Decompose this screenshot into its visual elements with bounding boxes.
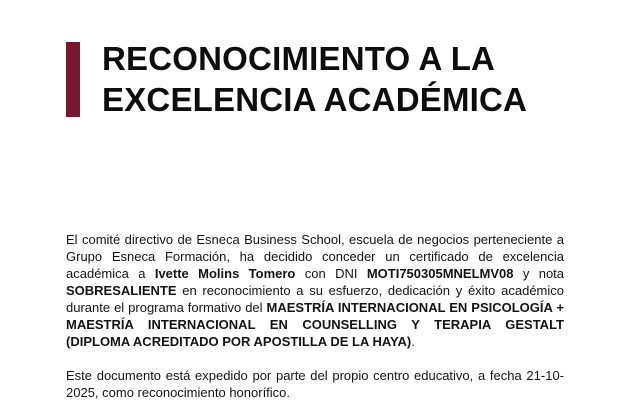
issue-date: 21-10-2025 <box>66 368 564 400</box>
paragraph-1-text-b: con DNI <box>295 266 367 281</box>
title-line-2: EXCELENCIA ACADÉMICA <box>102 81 528 118</box>
certificate-body <box>66 231 564 401</box>
paragraph-1-text-a: El comité directivo de Esneca Business School, escuela de negocios perteneciente a Grupo Esneca Formación, ha decidido conceder un certificado de excelencia académica a <box>66 232 564 281</box>
paragraph-1-text-e: . <box>411 334 415 349</box>
grade-value: SOBRESALIENTE <box>66 283 177 298</box>
page-title <box>102 38 527 120</box>
paragraph-1-text-c: y nota <box>513 266 565 281</box>
title-line-1: RECONOCIMIENTO A LA <box>102 40 496 77</box>
paragraph-1-text-d: en reconocimiento a su esfuerzo, dedicación y éxito académico durante el programa formativo del <box>66 283 564 315</box>
student-name: Ivette Molins Tomero <box>154 266 296 281</box>
dni-value: MOTI750305MNELMV08 <box>366 266 514 281</box>
certificate-paragraph-2 <box>66 367 564 401</box>
certificate-paragraph-1 <box>66 231 564 350</box>
title-accent-bar <box>66 42 80 117</box>
paragraph-2-text-a: Este documento está expedido por parte del propio centro educativo, a fecha <box>66 368 527 383</box>
paragraph-2-text-b: , como reconocimiento honorífico. <box>94 385 291 400</box>
program-name: MAESTRÍA INTERNACIONAL EN PSICOLOGÍA + MAESTRÍA INTERNACIONAL EN COUNSELLING Y TERAPIA GESTALT (DIPLOMA ACREDITADO POR APOSTILLA DE LA HAYA) <box>66 300 564 349</box>
